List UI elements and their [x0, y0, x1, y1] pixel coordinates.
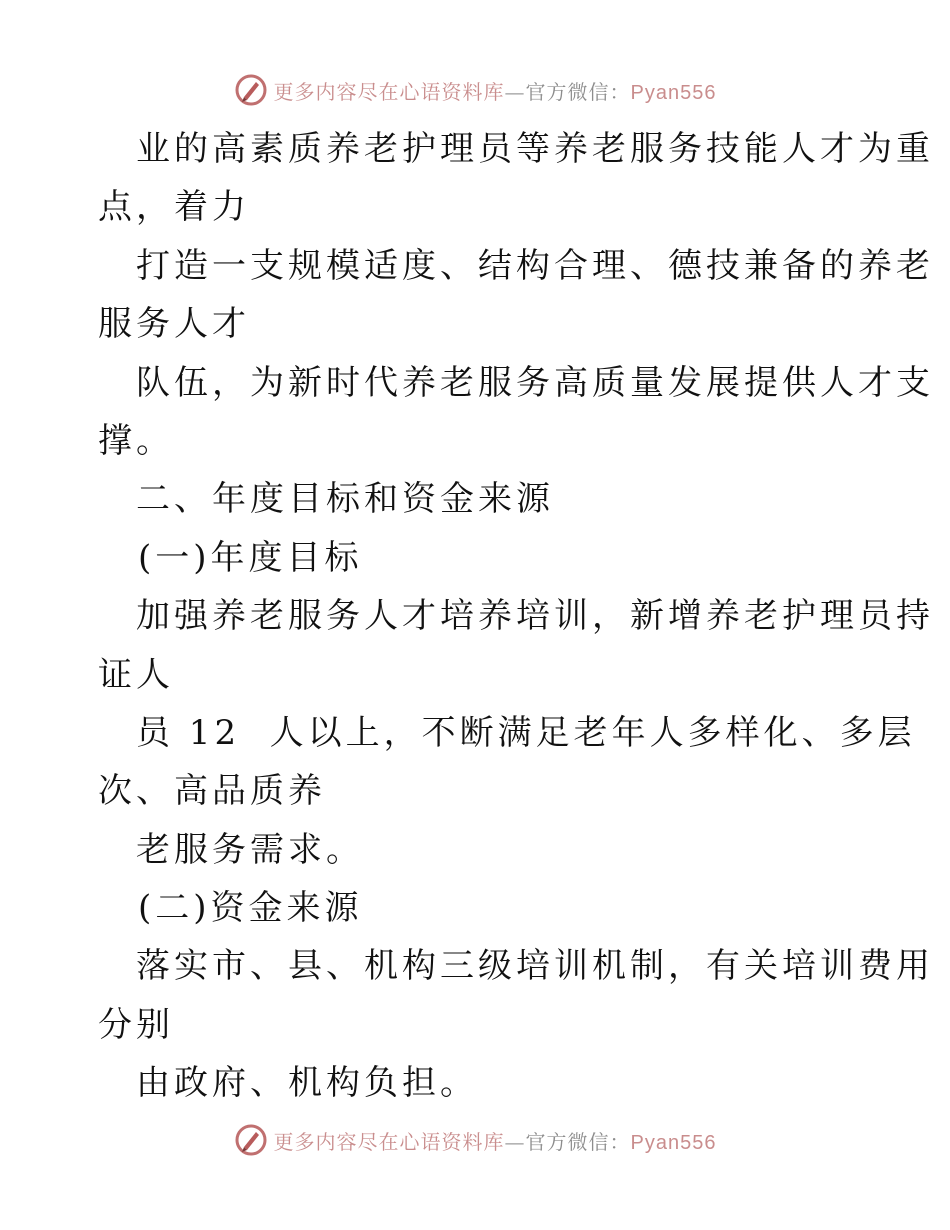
body-line: 次、高品质养: [98, 771, 326, 812]
body-line: 业的高素质养老护理员等养老服务技能人才为重: [136, 129, 934, 169]
body-line: 员 12 人以上，不断满足老年人多样化、多层: [136, 712, 916, 753]
body-line: 证人: [98, 654, 174, 695]
body-line: 落实市、县、机构三级培训机制，有关培训费用: [136, 946, 934, 987]
watermark-text: 更多内容尽在心语资料库—官方微信：Pyan556: [273, 1129, 717, 1154]
watermark-text: 更多内容尽在心语资料库—官方微信：Pyan556: [273, 79, 717, 104]
page-header-watermark: [0, 70, 950, 110]
body-line: 打造一支规模适度、结构合理、德技兼备的养老: [136, 245, 934, 286]
body-line: 队伍，为新时代养老服务高质量发展提供人才支: [136, 362, 934, 403]
page-footer-watermark: [0, 1120, 950, 1160]
body-line: 撑。: [98, 420, 174, 461]
pen-emblem-icon: [234, 73, 268, 107]
body-line: 分别: [98, 1004, 174, 1045]
subsection-heading: (二)资金来源: [138, 888, 363, 929]
subsection-heading: (一)年度目标: [138, 537, 363, 578]
body-line: 点，着力: [98, 187, 250, 228]
body-line: 服务人才: [98, 304, 250, 345]
document-body: [98, 120, 934, 1113]
body-line: 加强养老服务人才培养培训，新增养老护理员持: [136, 596, 934, 637]
body-line: 由政府、机构负担。: [136, 1063, 478, 1104]
body-line: 老服务需求。: [136, 829, 364, 870]
section-heading: 二、年度目标和资金来源: [136, 479, 554, 520]
pen-emblem-icon: [234, 1123, 268, 1157]
